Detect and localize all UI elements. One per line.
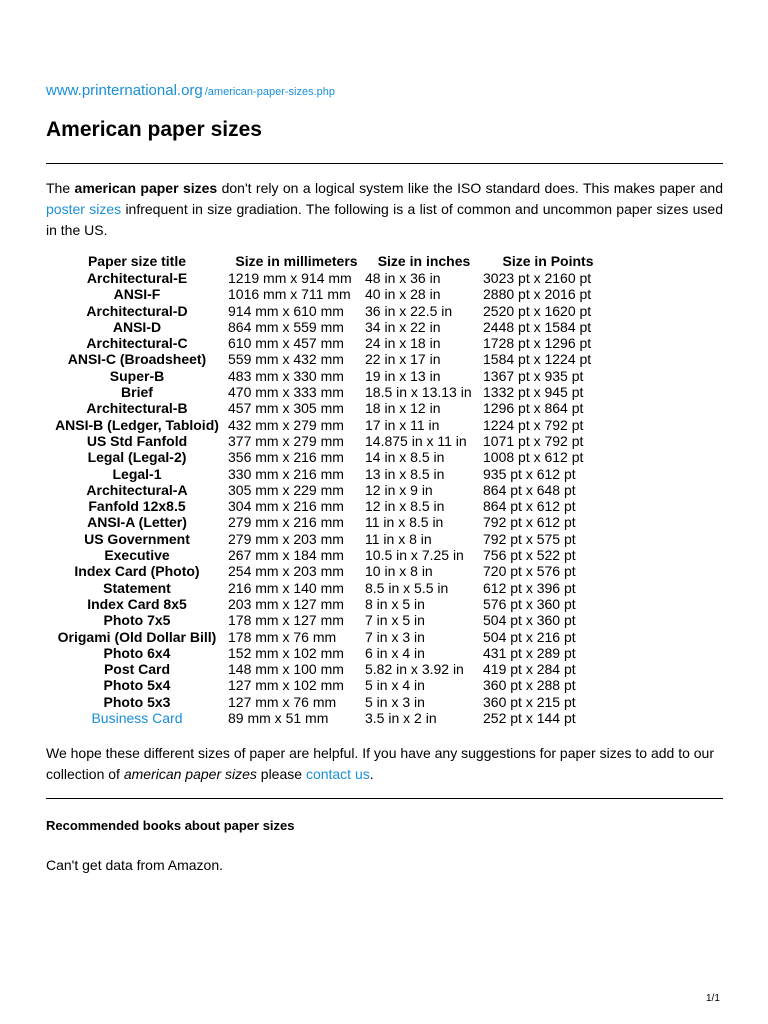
size-millimeters: 432 mm x 279 mm xyxy=(228,416,344,433)
table-row xyxy=(46,531,613,547)
source-path-link[interactable]: /american-paper-sizes.php xyxy=(204,86,335,98)
table-row xyxy=(46,417,613,433)
size-millimeters: 1219 mm x 914 mm xyxy=(228,270,352,286)
table-body xyxy=(46,270,613,726)
paper-size-name: ANSI-C (Broadsheet) xyxy=(67,351,207,368)
intro-paragraph xyxy=(46,178,723,241)
table-row xyxy=(46,710,613,726)
size-points: 792 pt x 575 pt xyxy=(483,530,576,547)
size-points: 1296 pt x 864 pt xyxy=(483,400,584,417)
paper-size-name: Architectural-E xyxy=(86,270,188,286)
size-millimeters: 178 mm x 76 mm xyxy=(228,628,337,645)
table-row xyxy=(46,629,613,645)
closing-text-2: please xyxy=(256,766,306,782)
table-row xyxy=(46,580,613,596)
size-inches: 6 in x 4 in xyxy=(365,644,425,661)
size-millimeters: 304 mm x 216 mm xyxy=(228,498,344,515)
divider-top xyxy=(46,163,723,164)
paper-size-name: ANSI-F xyxy=(113,286,161,303)
size-millimeters: 279 mm x 203 mm xyxy=(228,530,344,547)
size-points: 360 pt x 215 pt xyxy=(483,693,576,710)
size-points: 792 pt x 612 pt xyxy=(483,514,576,531)
table-row xyxy=(46,400,613,416)
page-title: American paper sizes xyxy=(46,118,262,141)
intro-text-2: don't rely on a logical system like the ISO standard does. This makes paper and xyxy=(217,180,724,196)
business-card-link[interactable]: Business Card xyxy=(91,710,183,727)
size-inches: 19 in x 13 in xyxy=(365,367,441,384)
size-inches: 11 in x 8.5 in xyxy=(365,514,444,531)
size-inches: 14.875 in x 11 in xyxy=(365,432,467,449)
books-heading: Recommended books about paper sizes xyxy=(46,818,295,833)
table-row xyxy=(46,335,613,351)
size-points: 3023 pt x 2160 pt xyxy=(483,270,592,286)
table-row xyxy=(46,466,613,482)
size-millimeters: 914 mm x 610 mm xyxy=(228,302,344,319)
closing-text-1: We hope these different sizes of paper are helpful. If you have any suggestions for paper sizes to add to our collection of xyxy=(46,745,715,782)
size-inches: 24 in x 18 in xyxy=(365,335,441,352)
size-points: 864 pt x 648 pt xyxy=(483,481,576,498)
size-inches: 18 in x 12 in xyxy=(365,400,441,417)
paper-size-name: Post Card xyxy=(103,661,171,678)
page-number: 1/1 xyxy=(706,993,720,1004)
source-url[interactable] xyxy=(46,82,335,100)
size-millimeters: 178 mm x 127 mm xyxy=(228,612,344,629)
size-millimeters: 457 mm x 305 mm xyxy=(228,400,344,417)
size-inches: 18.5 in x 13.13 in xyxy=(365,384,472,401)
size-millimeters: 330 mm x 216 mm xyxy=(228,465,344,482)
size-inches: 13 in x 8.5 in xyxy=(365,465,445,482)
size-inches: 12 in x 8.5 in xyxy=(365,498,445,515)
table-row xyxy=(46,612,613,628)
size-millimeters: 127 mm x 76 mm xyxy=(228,693,337,710)
closing-paragraph xyxy=(46,743,723,785)
size-inches: 3.5 in x 2 in xyxy=(365,710,437,727)
intro-text-1: The xyxy=(46,180,75,196)
closing-text-3: . xyxy=(369,766,374,782)
table-row xyxy=(46,449,613,465)
paper-size-name: Photo 7x5 xyxy=(103,612,171,629)
table-row xyxy=(46,368,613,384)
size-millimeters: 267 mm x 184 mm xyxy=(228,547,344,564)
size-millimeters: 279 mm x 216 mm xyxy=(228,514,344,531)
column-header-mm: Size in millimeters xyxy=(235,253,358,269)
table-row xyxy=(46,303,613,319)
amazon-message: Can't get data from Amazon. xyxy=(46,857,223,873)
size-points: 612 pt x 396 pt xyxy=(483,579,576,596)
size-inches: 8 in x 5 in xyxy=(365,595,425,612)
size-points: 1008 pt x 612 pt xyxy=(483,449,584,466)
paper-size-name: ANSI-B (Ledger, Tabloid) xyxy=(55,416,219,433)
size-inches: 8.5 in x 5.5 in xyxy=(365,579,449,596)
paper-size-name: US Government xyxy=(84,530,190,547)
size-millimeters: 216 mm x 140 mm xyxy=(228,579,344,596)
paper-size-name: Photo 6x4 xyxy=(103,644,171,661)
size-millimeters: 356 mm x 216 mm xyxy=(228,449,344,466)
paper-size-name: Brief xyxy=(121,384,153,401)
size-millimeters: 377 mm x 279 mm xyxy=(228,432,344,449)
size-millimeters: 254 mm x 203 mm xyxy=(228,563,344,580)
column-header-title: Paper size title xyxy=(87,253,187,269)
size-inches: 11 in x 8 in xyxy=(365,530,432,547)
size-inches: 14 in x 8.5 in xyxy=(365,449,445,466)
intro-bold-text: american paper sizes xyxy=(74,180,218,196)
paper-size-name: ANSI-D xyxy=(112,318,162,335)
table-row xyxy=(46,384,613,400)
size-millimeters: 470 mm x 333 mm xyxy=(228,384,344,401)
size-points: 2880 pt x 2016 pt xyxy=(483,286,592,303)
paper-size-name: Index Card (Photo) xyxy=(74,563,200,580)
size-points: 864 pt x 612 pt xyxy=(483,498,576,515)
size-inches: 17 in x 11 in xyxy=(365,416,440,433)
size-points: 935 pt x 612 pt xyxy=(483,465,576,482)
paper-size-name: Architectural-C xyxy=(86,335,188,352)
size-inches: 36 in x 22.5 in xyxy=(365,302,453,319)
size-millimeters: 127 mm x 102 mm xyxy=(228,677,344,694)
size-inches: 10 in x 8 in xyxy=(365,563,433,580)
size-points: 2520 pt x 1620 pt xyxy=(483,302,592,319)
table-row xyxy=(46,694,613,710)
paper-size-name: Architectural-D xyxy=(86,302,188,319)
size-millimeters: 203 mm x 127 mm xyxy=(228,595,344,612)
size-millimeters: 559 mm x 432 mm xyxy=(228,351,344,368)
size-millimeters: 148 mm x 100 mm xyxy=(228,661,344,678)
paper-size-name: Legal-1 xyxy=(112,465,162,482)
contact-us-link[interactable]: contact us xyxy=(305,766,370,782)
table-row xyxy=(46,547,613,563)
paper-size-name: Fanfold 12x8.5 xyxy=(88,498,186,515)
table-row xyxy=(46,661,613,677)
size-points: 756 pt x 522 pt xyxy=(483,547,576,564)
paper-size-name: Architectural-B xyxy=(86,400,188,417)
size-inches: 40 in x 28 in xyxy=(365,286,441,303)
size-points: 504 pt x 360 pt xyxy=(483,612,576,629)
size-inches: 22 in x 17 in xyxy=(365,351,441,368)
table-row xyxy=(46,286,613,302)
size-points: 419 pt x 284 pt xyxy=(483,661,576,678)
size-points: 1071 pt x 792 pt xyxy=(483,432,584,449)
table-row xyxy=(46,596,613,612)
paper-size-name: Photo 5x4 xyxy=(103,677,171,694)
size-millimeters: 152 mm x 102 mm xyxy=(228,644,344,661)
size-millimeters: 610 mm x 457 mm xyxy=(228,335,344,352)
paper-size-name: Statement xyxy=(103,579,171,596)
paper-size-name: Super-B xyxy=(109,367,165,384)
table-row xyxy=(46,319,613,335)
size-inches: 5 in x 4 in xyxy=(365,677,425,694)
paper-size-name: Executive xyxy=(104,547,170,564)
table-row xyxy=(46,677,613,693)
paper-size-name: ANSI-A (Letter) xyxy=(87,514,187,531)
table-header-row xyxy=(46,252,613,270)
size-inches: 48 in x 36 in xyxy=(365,270,441,286)
size-millimeters: 89 mm x 51 mm xyxy=(228,710,329,727)
size-inches: 34 in x 22 in xyxy=(365,318,441,335)
size-inches: 10.5 in x 7.25 in xyxy=(365,547,464,564)
paper-size-name: Legal (Legal-2) xyxy=(87,449,187,466)
table-row xyxy=(46,482,613,498)
size-points: 431 pt x 289 pt xyxy=(483,644,576,661)
size-millimeters: 864 mm x 559 mm xyxy=(228,318,344,335)
size-inches: 5 in x 3 in xyxy=(365,693,425,710)
size-points: 252 pt x 144 pt xyxy=(483,710,576,727)
poster-sizes-link[interactable]: poster sizes xyxy=(46,201,122,217)
paper-size-name: Index Card 8x5 xyxy=(87,595,187,612)
paper-size-name: Photo 5x3 xyxy=(103,693,171,710)
size-millimeters: 483 mm x 330 mm xyxy=(228,367,344,384)
size-points: 1224 pt x 792 pt xyxy=(483,416,584,433)
paper-size-name: Architectural-A xyxy=(86,481,188,498)
table-row xyxy=(46,563,613,579)
size-inches: 7 in x 5 in xyxy=(365,612,425,629)
paper-sizes-table xyxy=(46,252,613,726)
paper-size-name: US Std Fanfold xyxy=(86,432,188,449)
size-inches: 12 in x 9 in xyxy=(365,481,433,498)
size-points: 2448 pt x 1584 pt xyxy=(483,318,592,335)
column-header-inches: Size in inches xyxy=(377,253,471,269)
divider-bottom xyxy=(46,798,723,799)
size-inches: 5.82 in x 3.92 in xyxy=(365,661,464,678)
table-row xyxy=(46,514,613,530)
size-points: 576 pt x 360 pt xyxy=(483,595,576,612)
intro-text-3: infrequent in size gradiation. The following is a list of common and uncommon paper sizes used in the US. xyxy=(46,201,723,238)
size-points: 720 pt x 576 pt xyxy=(483,563,576,580)
size-points: 1728 pt x 1296 pt xyxy=(483,335,592,352)
table-row xyxy=(46,498,613,514)
closing-italic-text: american paper sizes xyxy=(123,766,257,782)
size-points: 1584 pt x 1224 pt xyxy=(483,351,592,368)
table-row xyxy=(46,433,613,449)
paper-size-name: Origami (Old Dollar Bill) xyxy=(57,628,217,645)
size-millimeters: 305 mm x 229 mm xyxy=(228,481,344,498)
table-row xyxy=(46,351,613,367)
column-header-points: Size in Points xyxy=(502,253,594,269)
size-inches: 7 in x 3 in xyxy=(365,628,425,645)
source-domain-link[interactable]: www.printernational.org xyxy=(46,82,203,99)
size-points: 360 pt x 288 pt xyxy=(483,677,576,694)
size-points: 1332 pt x 945 pt xyxy=(483,384,584,401)
size-millimeters: 1016 mm x 711 mm xyxy=(228,286,351,303)
table-row xyxy=(46,270,613,286)
size-points: 504 pt x 216 pt xyxy=(483,628,576,645)
table-row xyxy=(46,645,613,661)
size-points: 1367 pt x 935 pt xyxy=(483,367,584,384)
